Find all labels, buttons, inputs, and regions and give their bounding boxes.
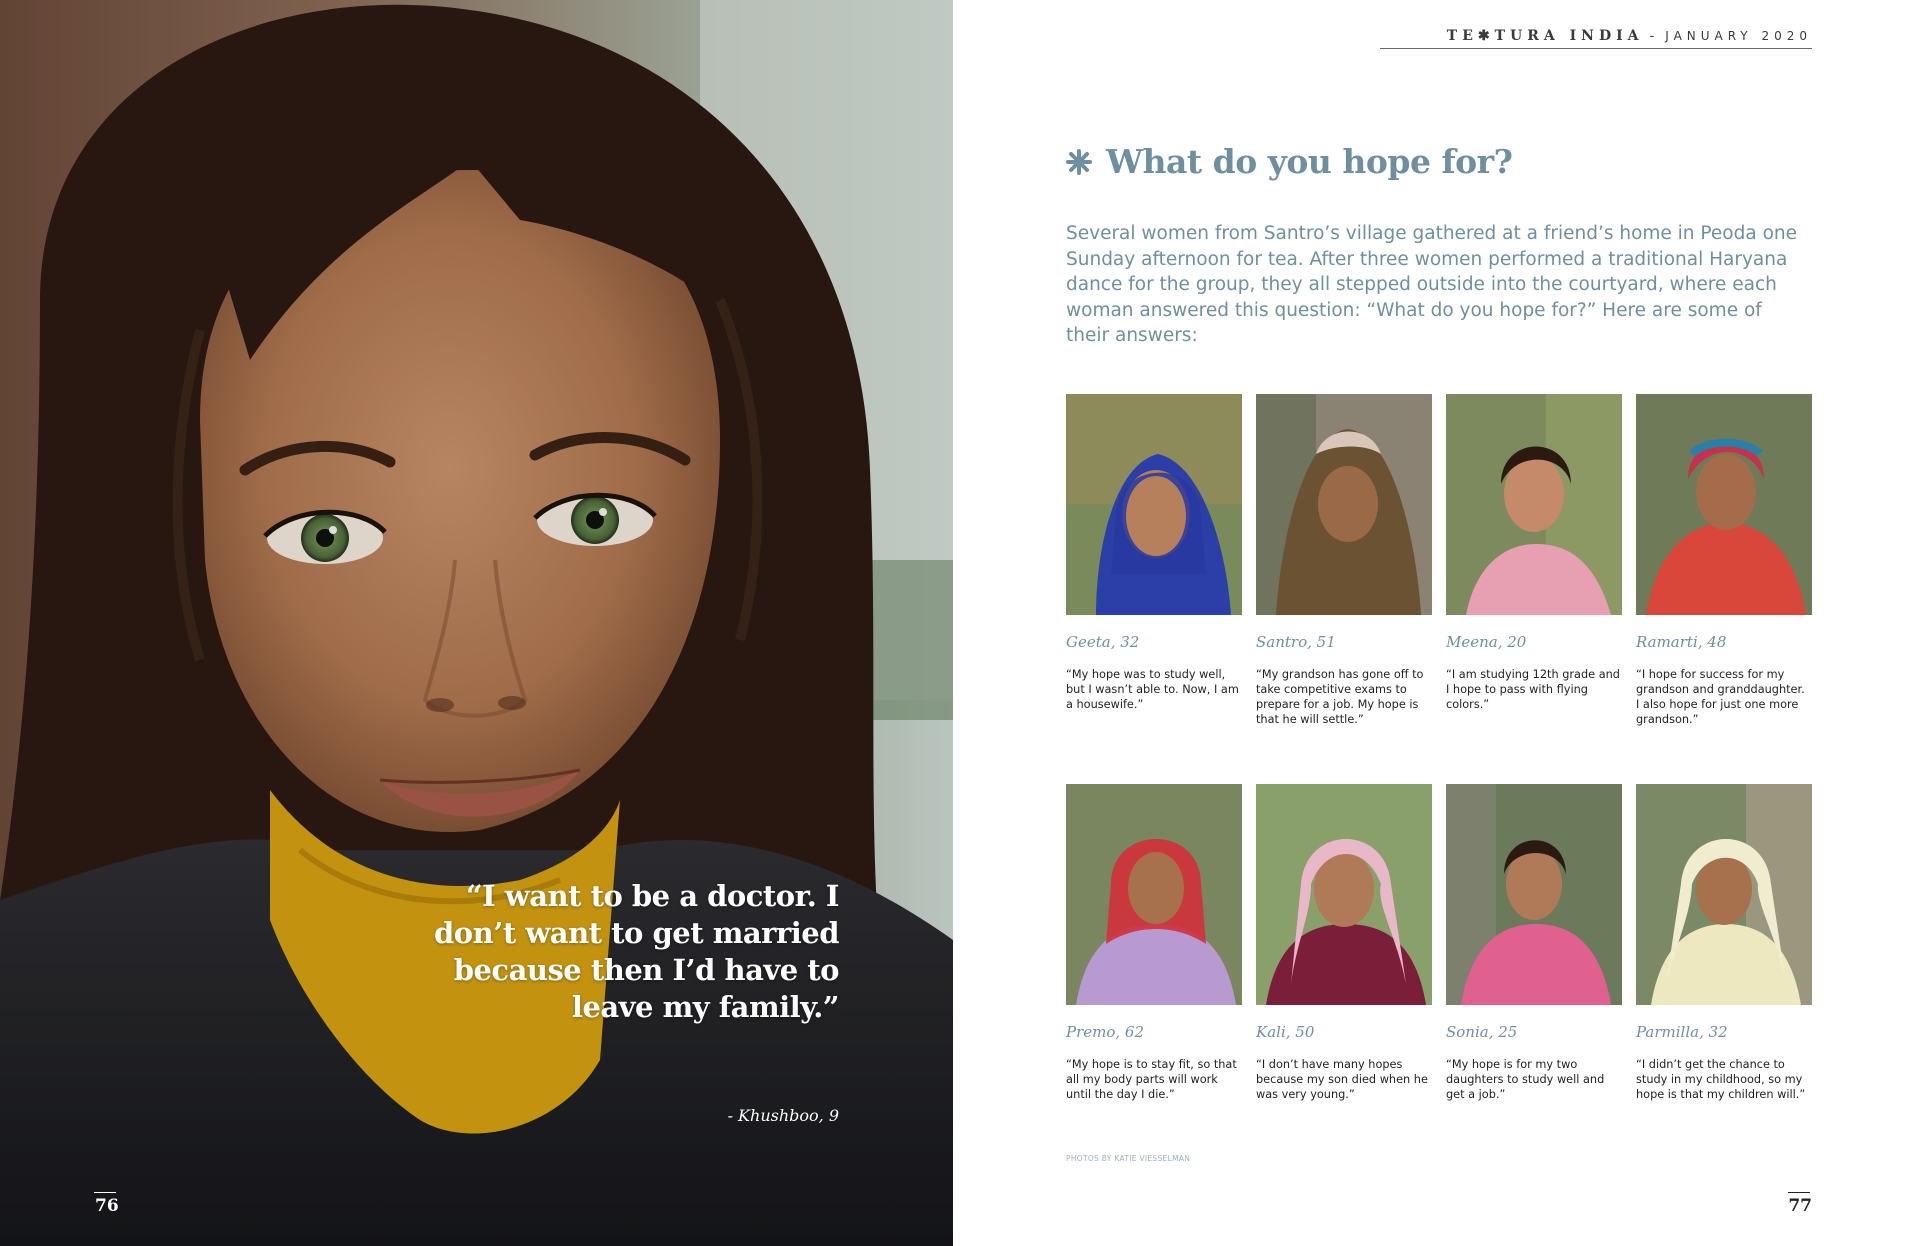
issue-date: JANUARY 2020: [1665, 29, 1812, 43]
photo-credit: PHOTOS BY KATIE VIESSELMAN: [1066, 1154, 1191, 1163]
profile-name: Ramarti, 48: [1636, 633, 1727, 651]
page-number-right: 77: [1788, 1196, 1812, 1216]
profile-quote: “My hope is for my two daughters to study well and get a job.”: [1446, 1058, 1605, 1101]
profile-card: [1066, 394, 1242, 712]
profile-quote: “I didn’t get the chance to study in my childhood, so my hope is that my children will.”: [1636, 1058, 1806, 1101]
running-head-separator: -: [1649, 28, 1660, 44]
profile-quote: “My hope was to study well, but I wasn’t able to. Now, I am a housewife.”: [1066, 668, 1239, 711]
profile-card: [1256, 784, 1432, 1102]
profile-card: [1256, 394, 1432, 727]
profile-card: [1066, 784, 1242, 1102]
profile-photo: [1066, 394, 1242, 615]
profile-photo: [1446, 784, 1622, 1005]
profile-card: [1636, 394, 1812, 727]
left-page: [0, 0, 953, 1246]
profile-name: Parmilla, 32: [1636, 1023, 1728, 1041]
hero-quote-attribution: - Khushboo, 9: [727, 1106, 839, 1125]
profile-name: Geeta, 32: [1066, 633, 1140, 651]
profile-quote: “I am studying 12th grade and I hope to pass with flying colors.”: [1446, 668, 1620, 711]
profile-name: Sonia, 25: [1446, 1023, 1518, 1041]
profile-row-1: [1066, 394, 1816, 784]
profile-quote: “My hope is to stay fit, so that all my body parts will work until the day I die.”: [1066, 1058, 1237, 1101]
page-title: [1066, 142, 1512, 181]
profile-quote: “My grandson has gone off to take competitive exams to prepare for a job. My hope is that he will settle.”: [1256, 668, 1424, 726]
hero-pull-quote: “I want to be a doctor. I don’t want to get married because then I’d have to leave my family.”: [434, 879, 839, 1024]
profile-name: Premo, 62: [1066, 1023, 1145, 1041]
right-page: [953, 0, 1920, 1246]
profile-grid: [1066, 394, 1816, 1174]
profile-card: [1446, 394, 1622, 712]
intro-paragraph: Several women from Santro’s village gathered at a friend’s home in Peoda one Sunday afternoon for tea. After three women performed a traditional Haryana dance for the group, they all stepped outside into the courtyard, where each woman answered this question: “What do you hope for?” Here are some of their answers:: [1066, 223, 1797, 346]
magazine-brand: TE✱TURA INDIA: [1446, 28, 1644, 44]
profile-card: [1446, 784, 1622, 1102]
page-title-text: What do you hope for?: [1106, 142, 1513, 181]
running-head: [1380, 28, 1812, 49]
star-icon: [1066, 149, 1092, 175]
profile-photo: [1636, 784, 1812, 1005]
profile-photo: [1066, 784, 1242, 1005]
profile-quote: “I hope for success for my grandson and granddaughter. I also hope for just one more grandson.”: [1636, 668, 1805, 726]
profile-row-2: [1066, 784, 1816, 1174]
profile-name: Meena, 20: [1446, 633, 1527, 651]
profile-name: Kali, 50: [1256, 1023, 1315, 1041]
page-number-left: 76: [95, 1196, 119, 1216]
profile-photo: [1256, 784, 1432, 1005]
profile-photo: [1446, 394, 1622, 615]
profile-photo: [1256, 394, 1432, 615]
profile-card: [1636, 784, 1812, 1102]
profile-photo: [1636, 394, 1812, 615]
profile-quote: “I don’t have many hopes because my son died when he was very young.”: [1256, 1058, 1428, 1101]
profile-name: Santro, 51: [1256, 633, 1336, 651]
portrait-photo: [0, 0, 953, 1246]
